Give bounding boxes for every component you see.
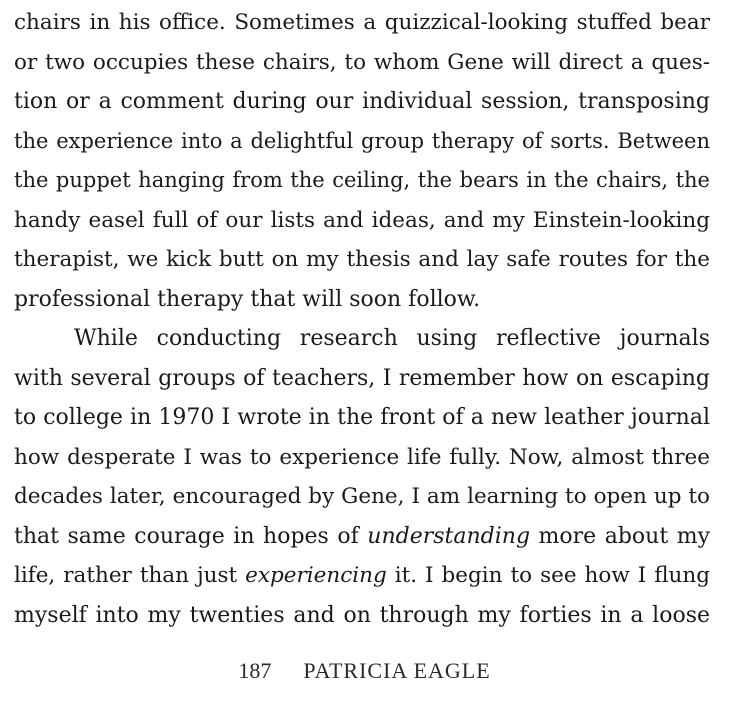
text-line-15 [14,556,710,596]
page-number: 187 [238,658,272,683]
text-line-16: myself into my twenties and on through my forties in a loose [14,602,710,628]
running-author: PATRICIA EAGLE [303,658,491,683]
text-line-7: therapist, we kick butt on my thesis and lay safe routes for the [14,247,710,272]
text-line-14-start: that same courage in hopes of [14,523,368,549]
italic-word-understanding: understanding [367,523,531,549]
text-line-14-end: more about my [530,523,710,549]
text-line-4: the experience into a delightful group therapy of sorts. Between [14,128,710,153]
text-line-10: with several groups of teachers, I remember how on escaping [14,365,710,391]
italic-word-experiencing: experiencing [245,563,387,588]
text-line-6: handy easel full of our lists and ideas, and my Einstein-looking [14,207,710,233]
text-line-11: to college in 1970 I wrote in the front of a new leather journal [14,405,710,430]
text-line-14 [14,517,710,557]
text-line-8: professional therapy that will soon follow. [14,286,481,312]
text-line-5: the puppet hanging from the ceiling, the bears in the chairs, the [14,168,710,192]
text-line-12: how desperate I was to experience life fully. Now, almost three [14,444,710,470]
text-line-15-end: it. I begin to see how I flung [386,563,710,588]
text-line-2: or two occupies these chairs, to whom Gene will direct a ques- [14,49,710,75]
text-line-9: While conducting research using reflective journals [74,326,710,351]
text-line-3: tion or a comment during our individual session, transposing [14,89,710,114]
text-line-13: decades later, encouraged by Gene, I am learning to open up to [14,484,710,509]
page-footer [0,658,729,684]
text-line-1: chairs in his office. Sometimes a quizzical-looking stuffed bear [14,10,710,35]
page-body [14,3,710,635]
text-line-15-start: life, rather than just [14,563,246,588]
